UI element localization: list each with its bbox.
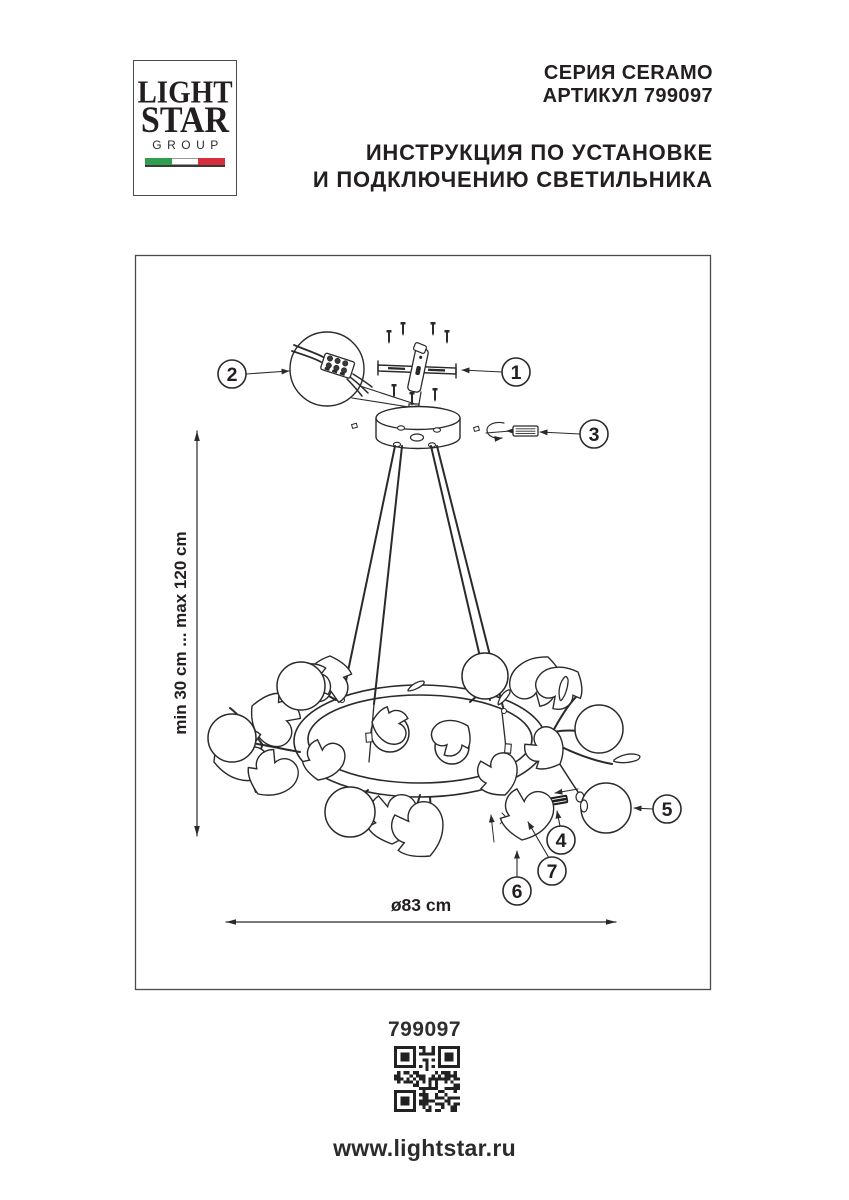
title-line-1: ИНСТРУКЦИЯ ПО УСТАНОВКЕ	[365, 140, 713, 165]
leaf-shape	[298, 734, 350, 787]
callout-4-number: 4	[555, 829, 567, 852]
diameter-dimension-label: ø83 cm	[390, 895, 452, 915]
series-line: СЕРИЯ CERAMO	[543, 62, 713, 84]
callout-3-number: 3	[588, 423, 600, 446]
title-line-2: И ПОДКЛЮЧЕНИЮ СВЕТИЛЬНИКА	[312, 167, 713, 192]
adjuster-screw-drawing	[486, 422, 538, 438]
callout-4	[547, 826, 575, 854]
glass-sphere	[462, 653, 508, 699]
callout-7-number: 7	[546, 860, 558, 883]
bud-shape	[614, 751, 640, 765]
callout-2-number: 2	[226, 363, 238, 386]
callout-7	[538, 857, 566, 885]
callout-5	[653, 795, 681, 823]
callout-5-number: 5	[661, 798, 673, 821]
callout-6	[503, 877, 531, 905]
qr-code	[394, 1046, 460, 1112]
footer-website: www.lightstar.ru	[333, 1135, 516, 1161]
callout-6-number: 6	[511, 880, 523, 903]
glass-sphere	[208, 714, 256, 762]
height-dimension-label: min 30 cm ... max 120 cm	[171, 531, 190, 735]
callout-1	[502, 358, 530, 386]
callout-3	[580, 420, 608, 448]
logo-word-group: GROUP	[152, 138, 224, 152]
logo-word-light: LIGHT	[137, 75, 233, 111]
glass-sphere	[325, 787, 375, 837]
leaf-shape	[427, 713, 476, 761]
glass-sphere	[581, 783, 631, 833]
mounting-bracket-drawing	[378, 322, 456, 406]
chandelier-drawing	[208, 646, 640, 864]
logo-word-star: STAR	[140, 100, 230, 141]
footer-article-number: 799097	[387, 1018, 462, 1041]
glass-sphere	[575, 705, 623, 753]
article-line: АРТИКУЛ 799097	[542, 85, 713, 107]
callout-2	[218, 360, 246, 388]
callout-1-number: 1	[510, 361, 522, 384]
glass-sphere	[277, 662, 325, 710]
